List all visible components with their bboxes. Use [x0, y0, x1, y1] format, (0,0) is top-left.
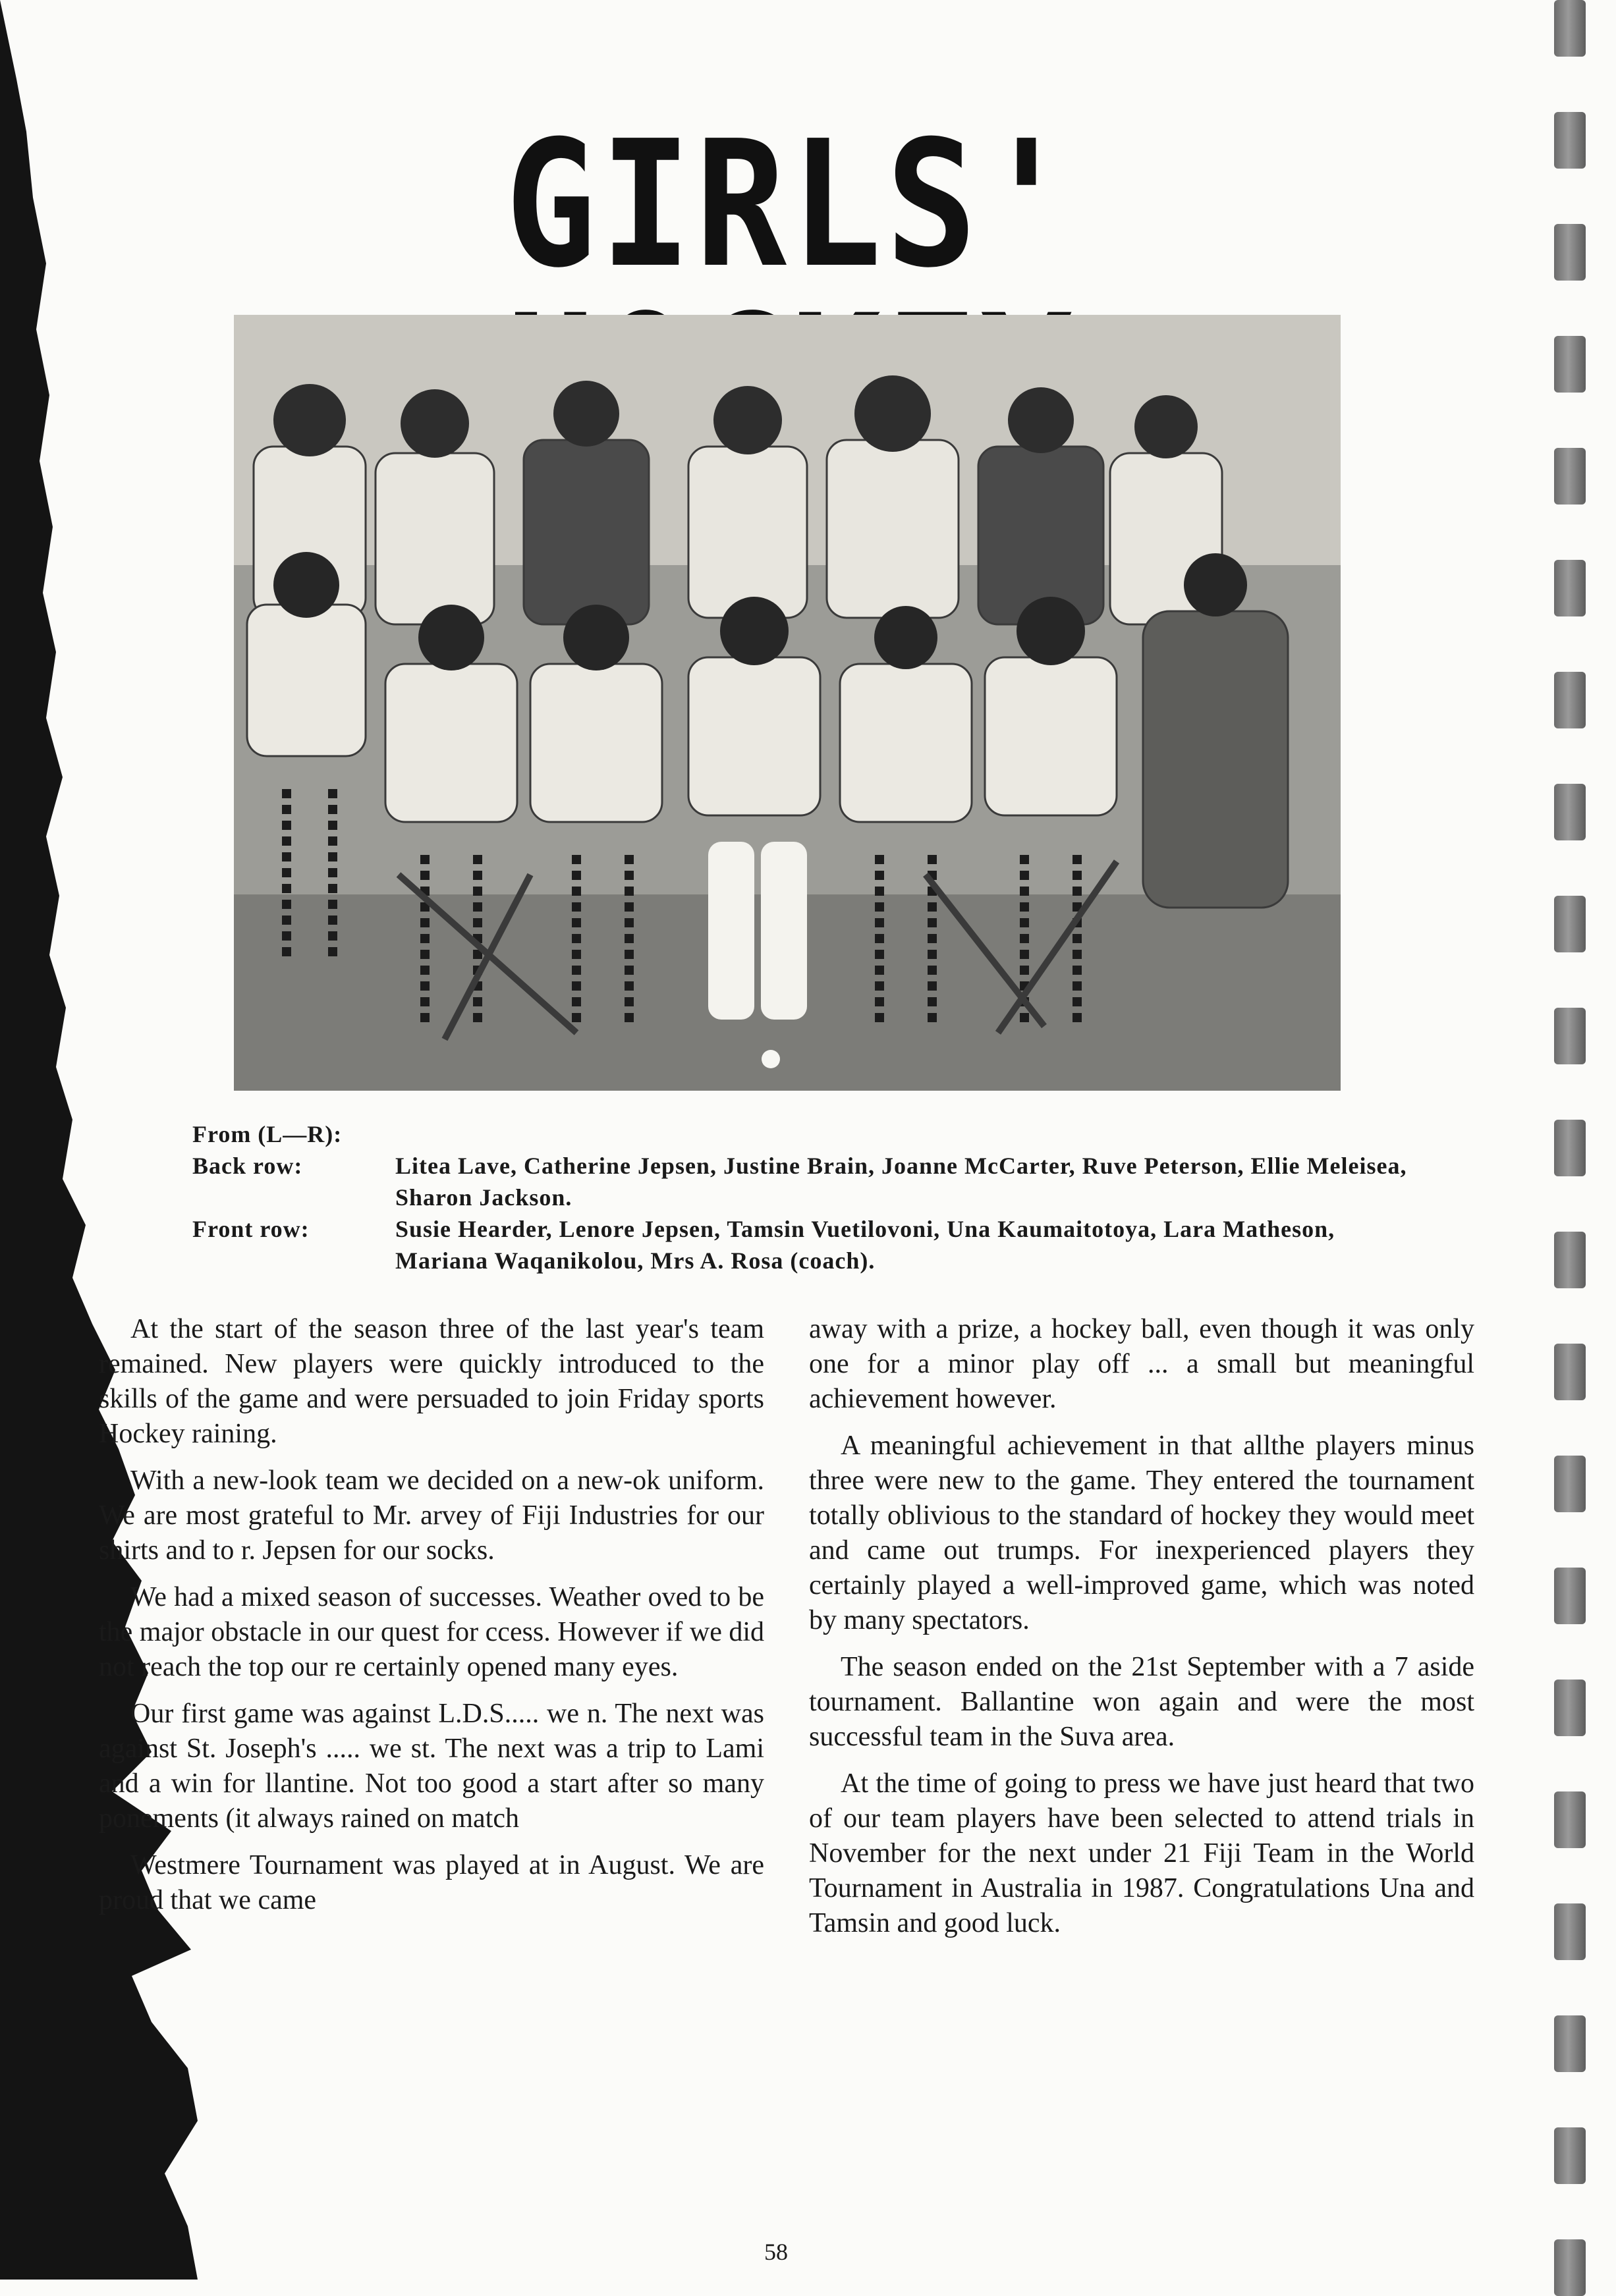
photo-caption	[192, 1118, 1424, 1276]
paragraph: We had a mixed season of successes. Weather oved to be the major obstacle in our quest for ccess. However if we did not reach the top our re certainly opened many eyes.	[99, 1582, 765, 1682]
paragraph: Our first game was against L.D.S..... we n. The next was against St. Joseph's ..... we st. The next was a trip to Lami and a win for llantine. Not too good a start after so many ponements (it always rained on match	[99, 1699, 764, 1834]
page-title: GIRLS'	[505, 104, 1076, 307]
caption-intro: From (L—R):	[192, 1121, 343, 1147]
torn-edge	[0, 0, 217, 2280]
back-row-label: Back row:	[192, 1153, 303, 1179]
paragraph: Westmere Tournament was played at in August. We are proud that we came	[99, 1850, 764, 1915]
front-row-names: Susie Hearder, Lenore Jepsen, Tamsin Vuetilovoni, Una Kaumaitotoya, Lara Matheson, Mariana Waqanikolou, Mrs A. Rosa (coach).	[395, 1216, 1335, 1274]
paragraph: The season ended on the 21st September with a 7 aside tournament. Ballantine won again and were the most successful team in the Suva area.	[809, 1652, 1474, 1752]
paragraph: A meaningful achievement in that allthe players minus three were new to the game. They entered the tournament totally oblivious to the standard of hockey they would meet and came out trumps. For inexperienced players they certainly played a well-improved game, which was noted by many spectators.	[809, 1431, 1474, 1635]
team-photo	[234, 315, 1341, 1091]
left-column	[99, 1312, 764, 1930]
page-number: 58	[764, 2239, 788, 2265]
paragraph: With a new-look team we decided on a new-ok uniform. We are most grateful to Mr. arvey of Fiji Industries for our shirts and to r. Jepsen for our socks.	[99, 1465, 764, 1566]
back-row-names: Litea Lave, Catherine Jepsen, Justine Brain, Joanne McCarter, Ruve Peterson, Ellie Meleisea, Sharon Jackson.	[395, 1153, 1407, 1211]
front-row-label: Front row:	[192, 1216, 310, 1242]
right-column	[809, 1312, 1474, 1953]
paragraph: At the time of going to press we have just heard that two of our team players have been selected to attend trials in November for the next under 21 Fiji Team in the World Tournament in Australia in 1987. Congratulations Una and Tamsin and good luck.	[809, 1768, 1474, 1938]
spiral-binding	[1554, 0, 1591, 2280]
paragraph: At the start of the season three of the last year's team remained. New players were quickly introduced to the skills of the game and were persuaded to join Friday sports Hockey raining.	[99, 1314, 764, 1449]
paragraph: away with a prize, a hockey ball, even though it was only one for a minor play off ... a small but meaningful achievement however.	[809, 1314, 1474, 1414]
